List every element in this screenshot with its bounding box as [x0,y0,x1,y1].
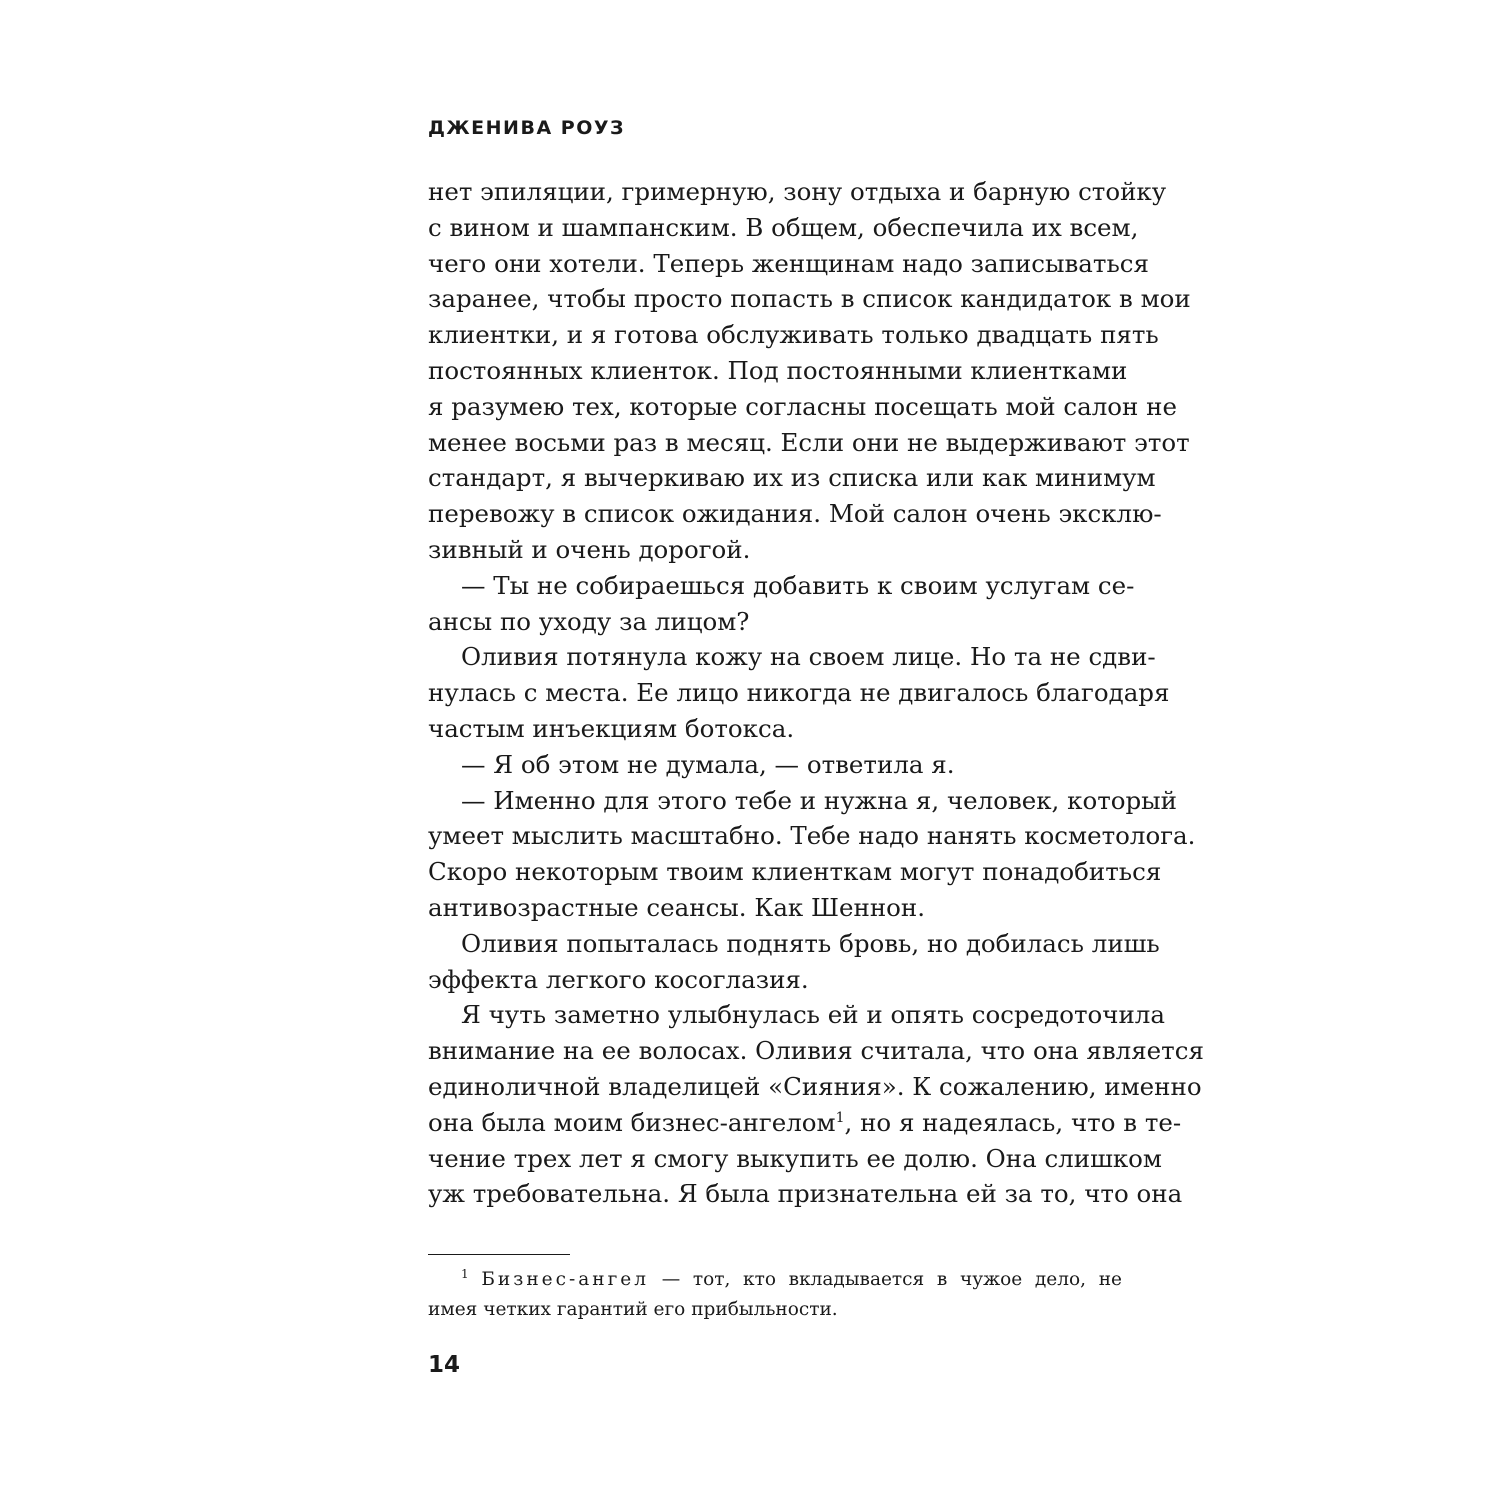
text-line: постоянных клиенток. Под постоянными клиентками [428,355,1128,385]
text-line: нулась с места. Ее лицо никогда не двигалось благодаря [428,678,1170,708]
text-line: внимание на ее волосах. Оливия считала, что она является [428,1036,1204,1066]
footnote-line: имея четких гарантий его прибыльности. [428,1299,838,1320]
text-line: единоличной владелицей «Сияния». К сожалению, именно [428,1071,1202,1101]
text-line: заранее, чтобы просто попасть в список кандидаток в мои [428,284,1191,314]
text-line: клиентки, и я готова обслуживать только двадцать пять [428,320,1159,350]
footnote-line [428,1265,1122,1295]
text-line: нет эпиляции, гримерную, зону отдыха и барную стойку [428,177,1167,206]
text-line: эффекта легкого косоглазия. [428,964,809,994]
text-line: Оливия потянула кожу на своем лице. Но та не сдви- [461,642,1156,672]
footnote-reference: 1 [835,1109,845,1126]
text-line: Я чуть заметно улыбнулась ей и опять сосредоточила [461,1000,1165,1030]
text-line: умеет мыслить масштабно. Тебе надо нанять косметолога. [428,821,1196,851]
text-line: чение трех лет я смогу выкупить ее долю. Она слишком [428,1143,1162,1173]
footnote-term: Бизнес-ангел [481,1269,649,1290]
text-fragment: , но я надеялась, что в те- [844,1107,1182,1137]
text-line: перевожу в список ожидания. Мой салон очень эксклю- [428,499,1162,529]
text-line: я разумею тех, которые согласны посещать мой салон не [428,391,1177,421]
text-line: Оливия попыталась поднять бровь, но добилась лишь [461,928,1160,958]
text-line: ансы по уходу за лицом? [428,606,750,636]
footnote-divider [428,1254,570,1255]
text-line: частым инъекциям ботокса. [428,713,795,743]
footnote-marker: 1 [461,1266,469,1281]
text-line: менее восьми раз в месяц. Если они не выдерживают этот [428,427,1190,457]
body-text [428,174,1204,1212]
text-line: чего они хотели. Теперь женщинам надо записываться [428,248,1149,278]
text-line: зивный и очень дорогой. [428,534,751,564]
text-line: уж требовательна. Я была признательна ей за то, что она [428,1179,1183,1209]
text-line: стандарт, я вычеркиваю их из списка или как минимум [428,463,1156,493]
text-line: — Ты не собираешься добавить к своим услугам се- [461,570,1135,600]
text-line: — Я об этом не думала, — ответила я. [461,749,955,779]
page-number: 14 [428,1352,461,1378]
text-line: с вином и шампанским. В общем, обеспечила их всем, [428,212,1139,242]
text-fragment: она была моим бизнес-ангелом [428,1107,836,1137]
text-line: Скоро некоторым твоим клиенткам могут понадобиться [428,857,1162,887]
text-line: — Именно для этого тебе и нужна я, человек, который [461,785,1178,815]
footnote [428,1265,1122,1325]
running-head-author: ДЖЕНИВА РОУЗ [428,117,625,139]
text-line-with-footnote [428,1105,1182,1141]
text-line: антивозрастные сеансы. Как Шеннон. [428,892,926,922]
footnote-definition: — тот, кто вкладывается в чужое дело, не [661,1269,1122,1290]
